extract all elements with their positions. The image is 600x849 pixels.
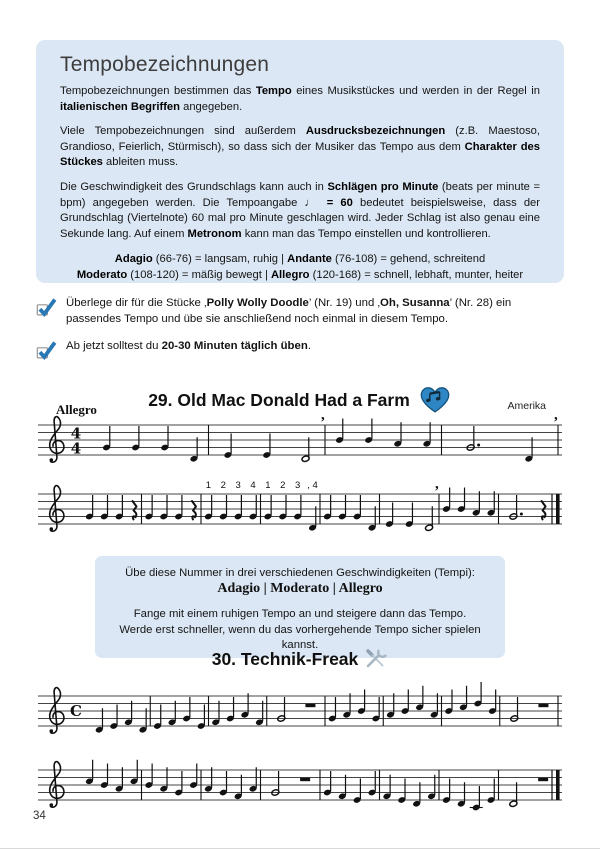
svg-text:3: 3 (235, 480, 241, 491)
svg-text:4: 4 (70, 439, 82, 458)
svg-text:2: 2 (280, 480, 286, 491)
staff-29-line-2 (36, 477, 564, 541)
svg-text:,: , (554, 407, 558, 423)
tempo-definitions-line: Adagio (66-76) = langsam, ruhig | Andante (76-108) = gehend, schreitend (114, 253, 486, 266)
staff-30-line-2 (36, 755, 564, 817)
piece-29-title: 29. Old Mac Donald Had a Farm (148, 389, 410, 410)
task-text: Ab jetzt solltest du 20-30 Minuten täglich üben. (66, 339, 311, 352)
svg-text:2: 2 (220, 480, 226, 491)
practice-line: Werde erst schneller, wenn du das vorhergehende Tempo sicher spielen kannst. (119, 623, 481, 651)
practice-line: Übe diese Nummer in drei verschiedenen Geschwindigkeiten (Tempi): (125, 567, 475, 579)
tempo-info-box (36, 40, 564, 283)
staff-29-line-1 (36, 408, 564, 472)
task-item (36, 339, 564, 360)
svg-text:1: 1 (265, 480, 271, 491)
svg-text:,: , (435, 476, 439, 492)
svg-text:,: , (321, 407, 325, 423)
svg-text:4: 4 (70, 424, 82, 443)
svg-text:, 4: , 4 (307, 480, 318, 491)
staff-30-line-1 (36, 681, 564, 743)
info-paragraph: Tempobezeichnungen bestimmen das Tempo eines Musikstückes und werden in der Regel in italienischen Begriffen angegeben. (60, 85, 540, 113)
page-title: Tempobezeichnungen (60, 53, 270, 76)
practice-line: Fange mit einem ruhigen Tempo an und steigere dann das Tempo. (133, 608, 467, 620)
svg-text:1: 1 (205, 480, 212, 491)
tempo-marking: Allegro (56, 402, 97, 417)
crossed-tools-icon (364, 648, 388, 670)
piece-29-origin: Amerika (507, 400, 546, 412)
practice-tempi-line: Adagio | Moderato | Allegro (217, 581, 383, 596)
svg-text:C: C (70, 702, 82, 720)
task-text: Überlege dir für die Stücke ‚Polly Wolly Doodle’ (Nr. 19) und ‚Oh, Susanna’ (Nr. 28) ein passendes Tempo und übe sie anschließend noch einmal in diesem Tempo. (66, 297, 512, 325)
svg-text:3: 3 (295, 480, 301, 491)
piece-30-title: 30. Technik-Freak (211, 648, 359, 669)
tempo-definitions-line: Moderato (108-120) = mäßig bewegt | Allegro (120-168) = schnell, lebhaft, munter, heiter (76, 269, 524, 282)
svg-text:4: 4 (250, 480, 256, 491)
task-list (36, 296, 564, 371)
check-icon (36, 340, 57, 360)
practice-instructions-box (95, 556, 505, 658)
task-item (36, 296, 564, 328)
info-paragraph: Die Geschwindigkeit des Grundschlags kann auch in Schlägen pro Minute (beats per minute = bpm) angegeben werden. Die Tempoangabe ♩ = 60 bedeutet beispielsweise, dass der Grundschlag (Viertelnote) 60 mal pro Minute geschlagen wird. Jeder Schlag ist also genau eine Sekunde lang. Auf einem Metronom kann man das Tempo einstellen und kontrollieren. (60, 180, 540, 240)
page-number: 34 (33, 810, 46, 822)
piece-30-header (0, 648, 600, 670)
info-paragraph: Viele Tempobezeichnungen sind außerdem Ausdrucksbezeichnungen (z.B. Maestoso, Grandioso, Feierlich, Stürmisch), so dass sich der Musiker das Tempo aus dem Charakter des Stückes ableiten muss. (60, 125, 541, 169)
check-icon (36, 297, 57, 317)
